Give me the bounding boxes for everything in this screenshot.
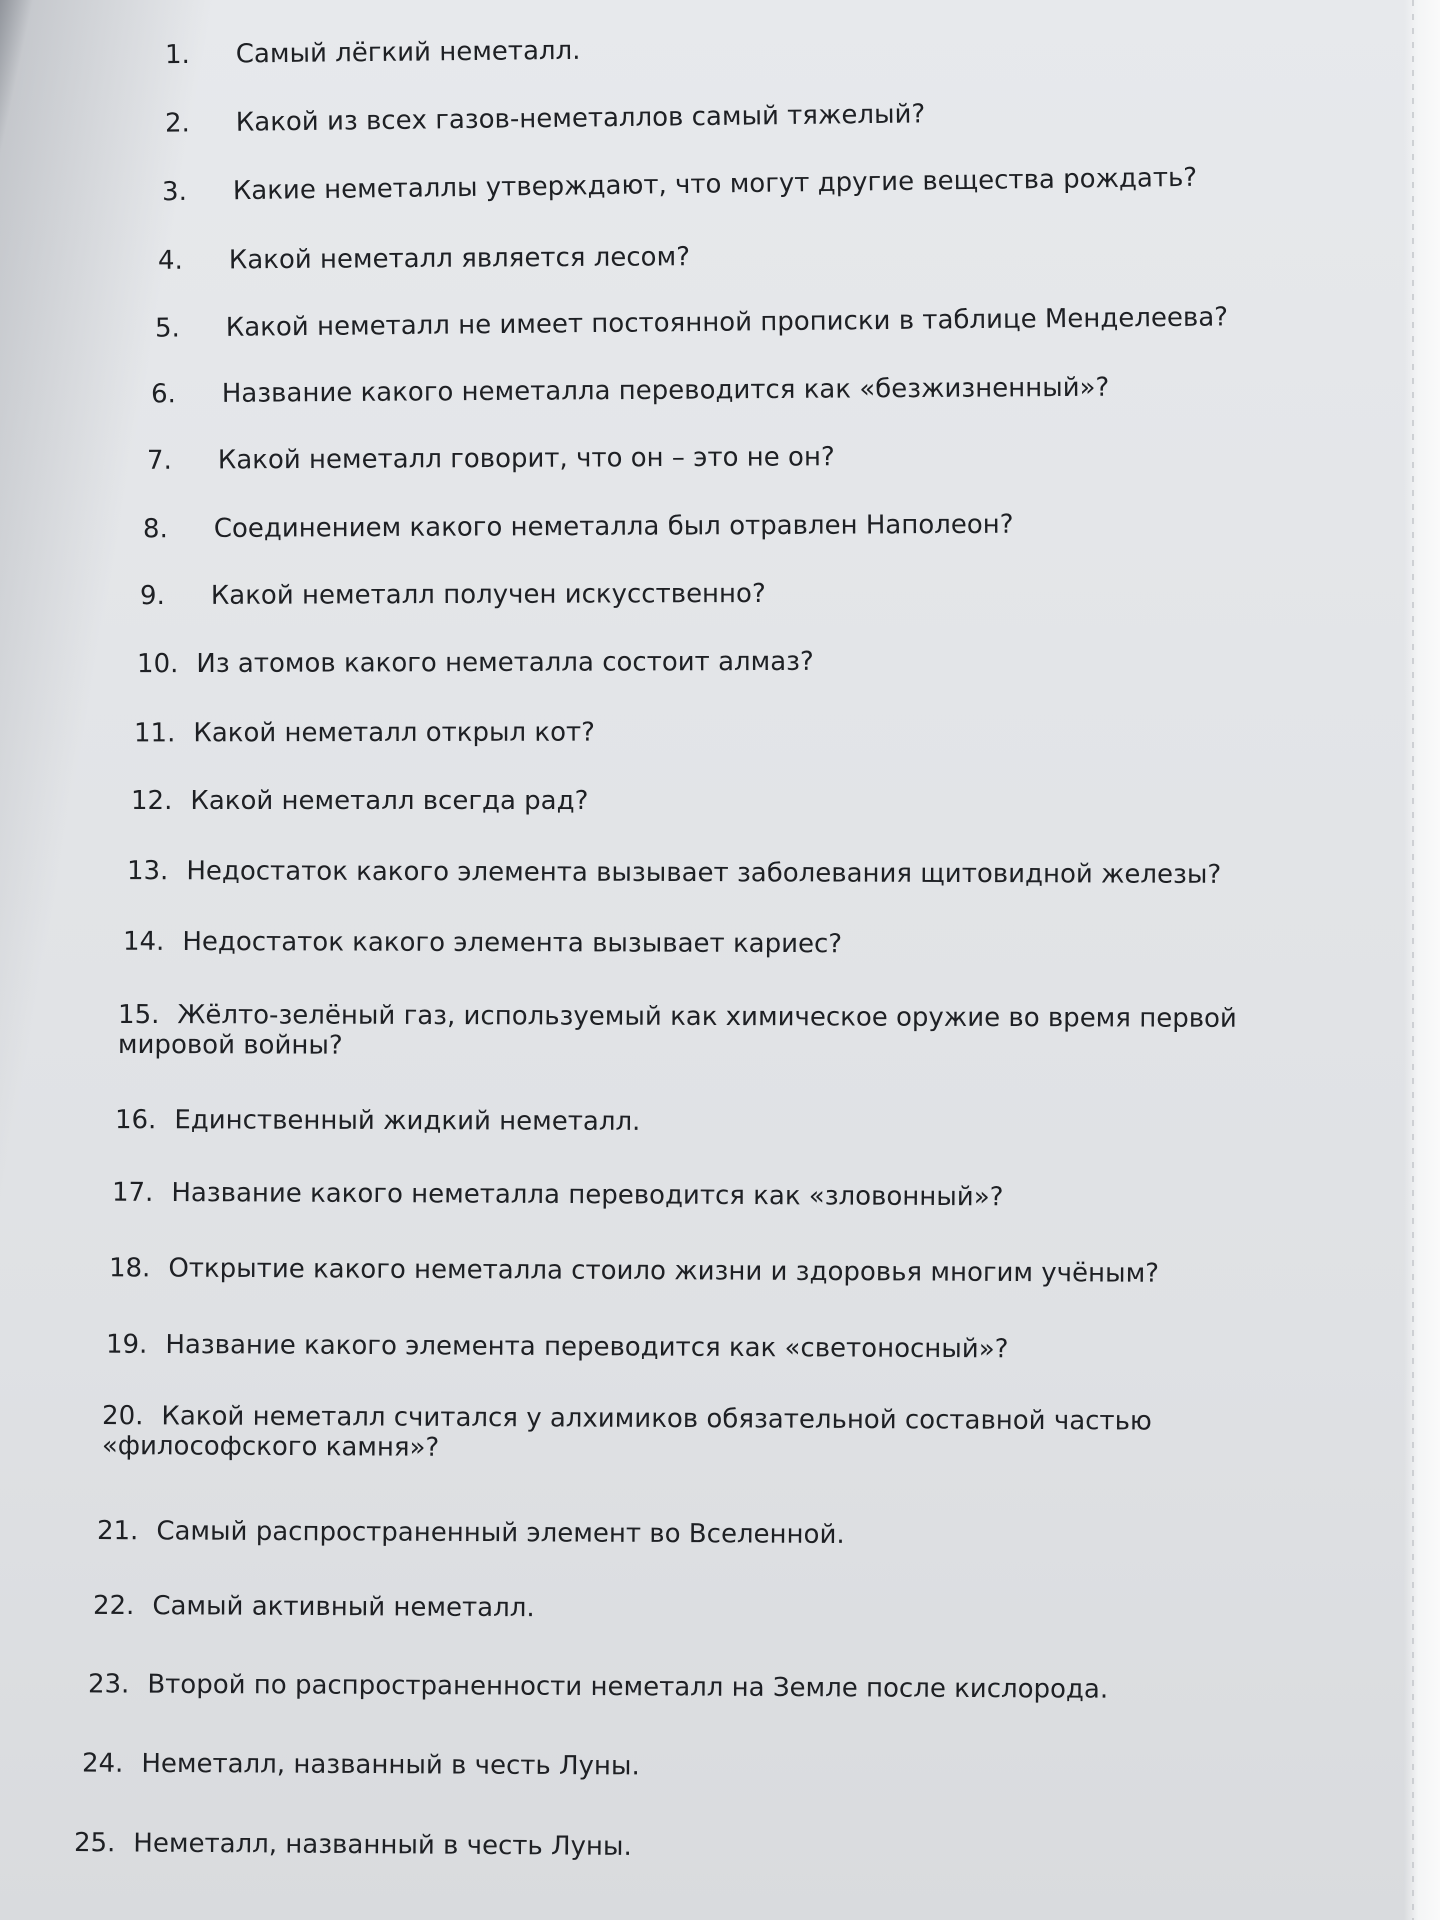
question-text: Самый распространенный элемент во Вселенной. — [156, 1516, 845, 1550]
question-text: Какой неметалл считался у алхимиков обязательной составной частью «философского камня»? — [101, 1401, 1152, 1463]
question-item — [102, 1401, 1242, 1467]
question-text: Открытие какого неметалла стоило жизни и здоровья многим учёным? — [168, 1253, 1160, 1289]
question-item — [165, 36, 581, 70]
question-item — [162, 163, 1197, 207]
question-text: Какие неметаллы утверждают, что могут другие вещества рождать? — [232, 162, 1198, 207]
question-number: 12. — [131, 786, 173, 816]
question-item — [127, 856, 1221, 890]
question-text: Название какого неметалла переводится как «зловонный»? — [171, 1177, 1004, 1213]
question-text: Единственный жидкий неметалл. — [174, 1105, 641, 1137]
question-text: Какой неметалл всегда рад? — [190, 786, 589, 816]
question-item — [137, 647, 814, 679]
question-text: Соединением какого неметалла был отравлен Наполеон? — [213, 509, 1014, 544]
question-number: 11. — [133, 718, 176, 749]
question-number: 2. — [164, 108, 191, 139]
question-text: Какой неметалл является лесом? — [228, 242, 691, 276]
question-number: 6. — [150, 379, 176, 410]
question-item — [97, 1516, 845, 1550]
question-number: 1. — [164, 39, 190, 71]
question-text: Недостаток какого элемента вызывает заболевания щитовидной железы? — [186, 856, 1222, 890]
question-text: Жёлто-зелёный газ, используемый как химическое оружие во время первой мировой войны? — [117, 1000, 1237, 1061]
question-number: 15. — [118, 999, 160, 1031]
question-number: 5. — [154, 313, 180, 344]
question-number: 19. — [105, 1329, 148, 1360]
page-corner-shadow — [0, 0, 38, 329]
question-item — [109, 1253, 1159, 1288]
question-text: Из атомов какого неметалла состоит алмаз? — [196, 646, 814, 679]
question-text: Название какого неметалла переводится как «безжизненный»? — [221, 372, 1110, 409]
question-text: Самый активный неметалл. — [152, 1591, 535, 1624]
question-item — [147, 442, 835, 476]
question-number: 25. — [73, 1828, 116, 1859]
question-item — [115, 1105, 640, 1137]
question-item — [140, 579, 766, 611]
question-number: 24. — [81, 1748, 124, 1779]
question-item — [131, 786, 588, 816]
question-text: Неметалл, названный в честь Луны. — [141, 1748, 640, 1782]
question-item — [151, 373, 1110, 410]
question-number: 17. — [111, 1177, 154, 1208]
question-number: 13. — [126, 856, 169, 887]
question-number: 18. — [108, 1253, 151, 1284]
question-number: 20. — [102, 1401, 144, 1432]
question-number: 8. — [142, 514, 168, 545]
question-text: Название какого элемента переводится как «светоносный»? — [165, 1329, 1009, 1365]
question-item — [88, 1669, 1108, 1704]
question-item — [123, 927, 842, 960]
question-text: Второй по распространенности неметалл на Земле после кислорода. — [147, 1669, 1109, 1705]
question-text: Неметалл, названный в честь Луны. — [133, 1828, 632, 1862]
question-item — [112, 1178, 1004, 1213]
question-number: 7. — [146, 445, 172, 476]
question-text: Самый лёгкий неметалл. — [235, 35, 581, 70]
question-text: Недостаток какого элемента вызывает кариес? — [182, 926, 843, 960]
question-number: 23. — [87, 1669, 130, 1700]
question-item — [74, 1828, 632, 1862]
question-item — [158, 242, 690, 276]
question-number: 9. — [139, 581, 165, 612]
question-number: 4. — [157, 245, 183, 276]
question-text: Какой неметалл говорит, что он – это не он? — [217, 442, 835, 476]
question-text: Какой неметалл не имеет постоянной прописки в таблице Менделеева? — [225, 302, 1229, 343]
question-number: 22. — [92, 1590, 135, 1622]
question-item — [165, 99, 926, 138]
question-number: 21. — [96, 1516, 139, 1547]
question-number: 16. — [114, 1105, 157, 1136]
question-item — [118, 1000, 1298, 1064]
page-right-edge — [1404, 0, 1440, 1920]
question-text: Какой неметалл получен искусственно? — [210, 578, 766, 611]
question-item — [134, 718, 595, 749]
question-text: Какой из всех газов-неметаллов самый тяжелый? — [235, 99, 926, 138]
question-number: 3. — [161, 176, 188, 208]
question-item — [106, 1330, 1009, 1365]
question-number: 14. — [122, 926, 165, 957]
question-item — [82, 1749, 640, 1782]
question-number: 10. — [136, 649, 179, 680]
question-text: Какой неметалл открыл кот? — [193, 717, 595, 749]
question-item — [143, 510, 1014, 545]
question-item — [93, 1591, 535, 1623]
question-item — [155, 302, 1228, 343]
